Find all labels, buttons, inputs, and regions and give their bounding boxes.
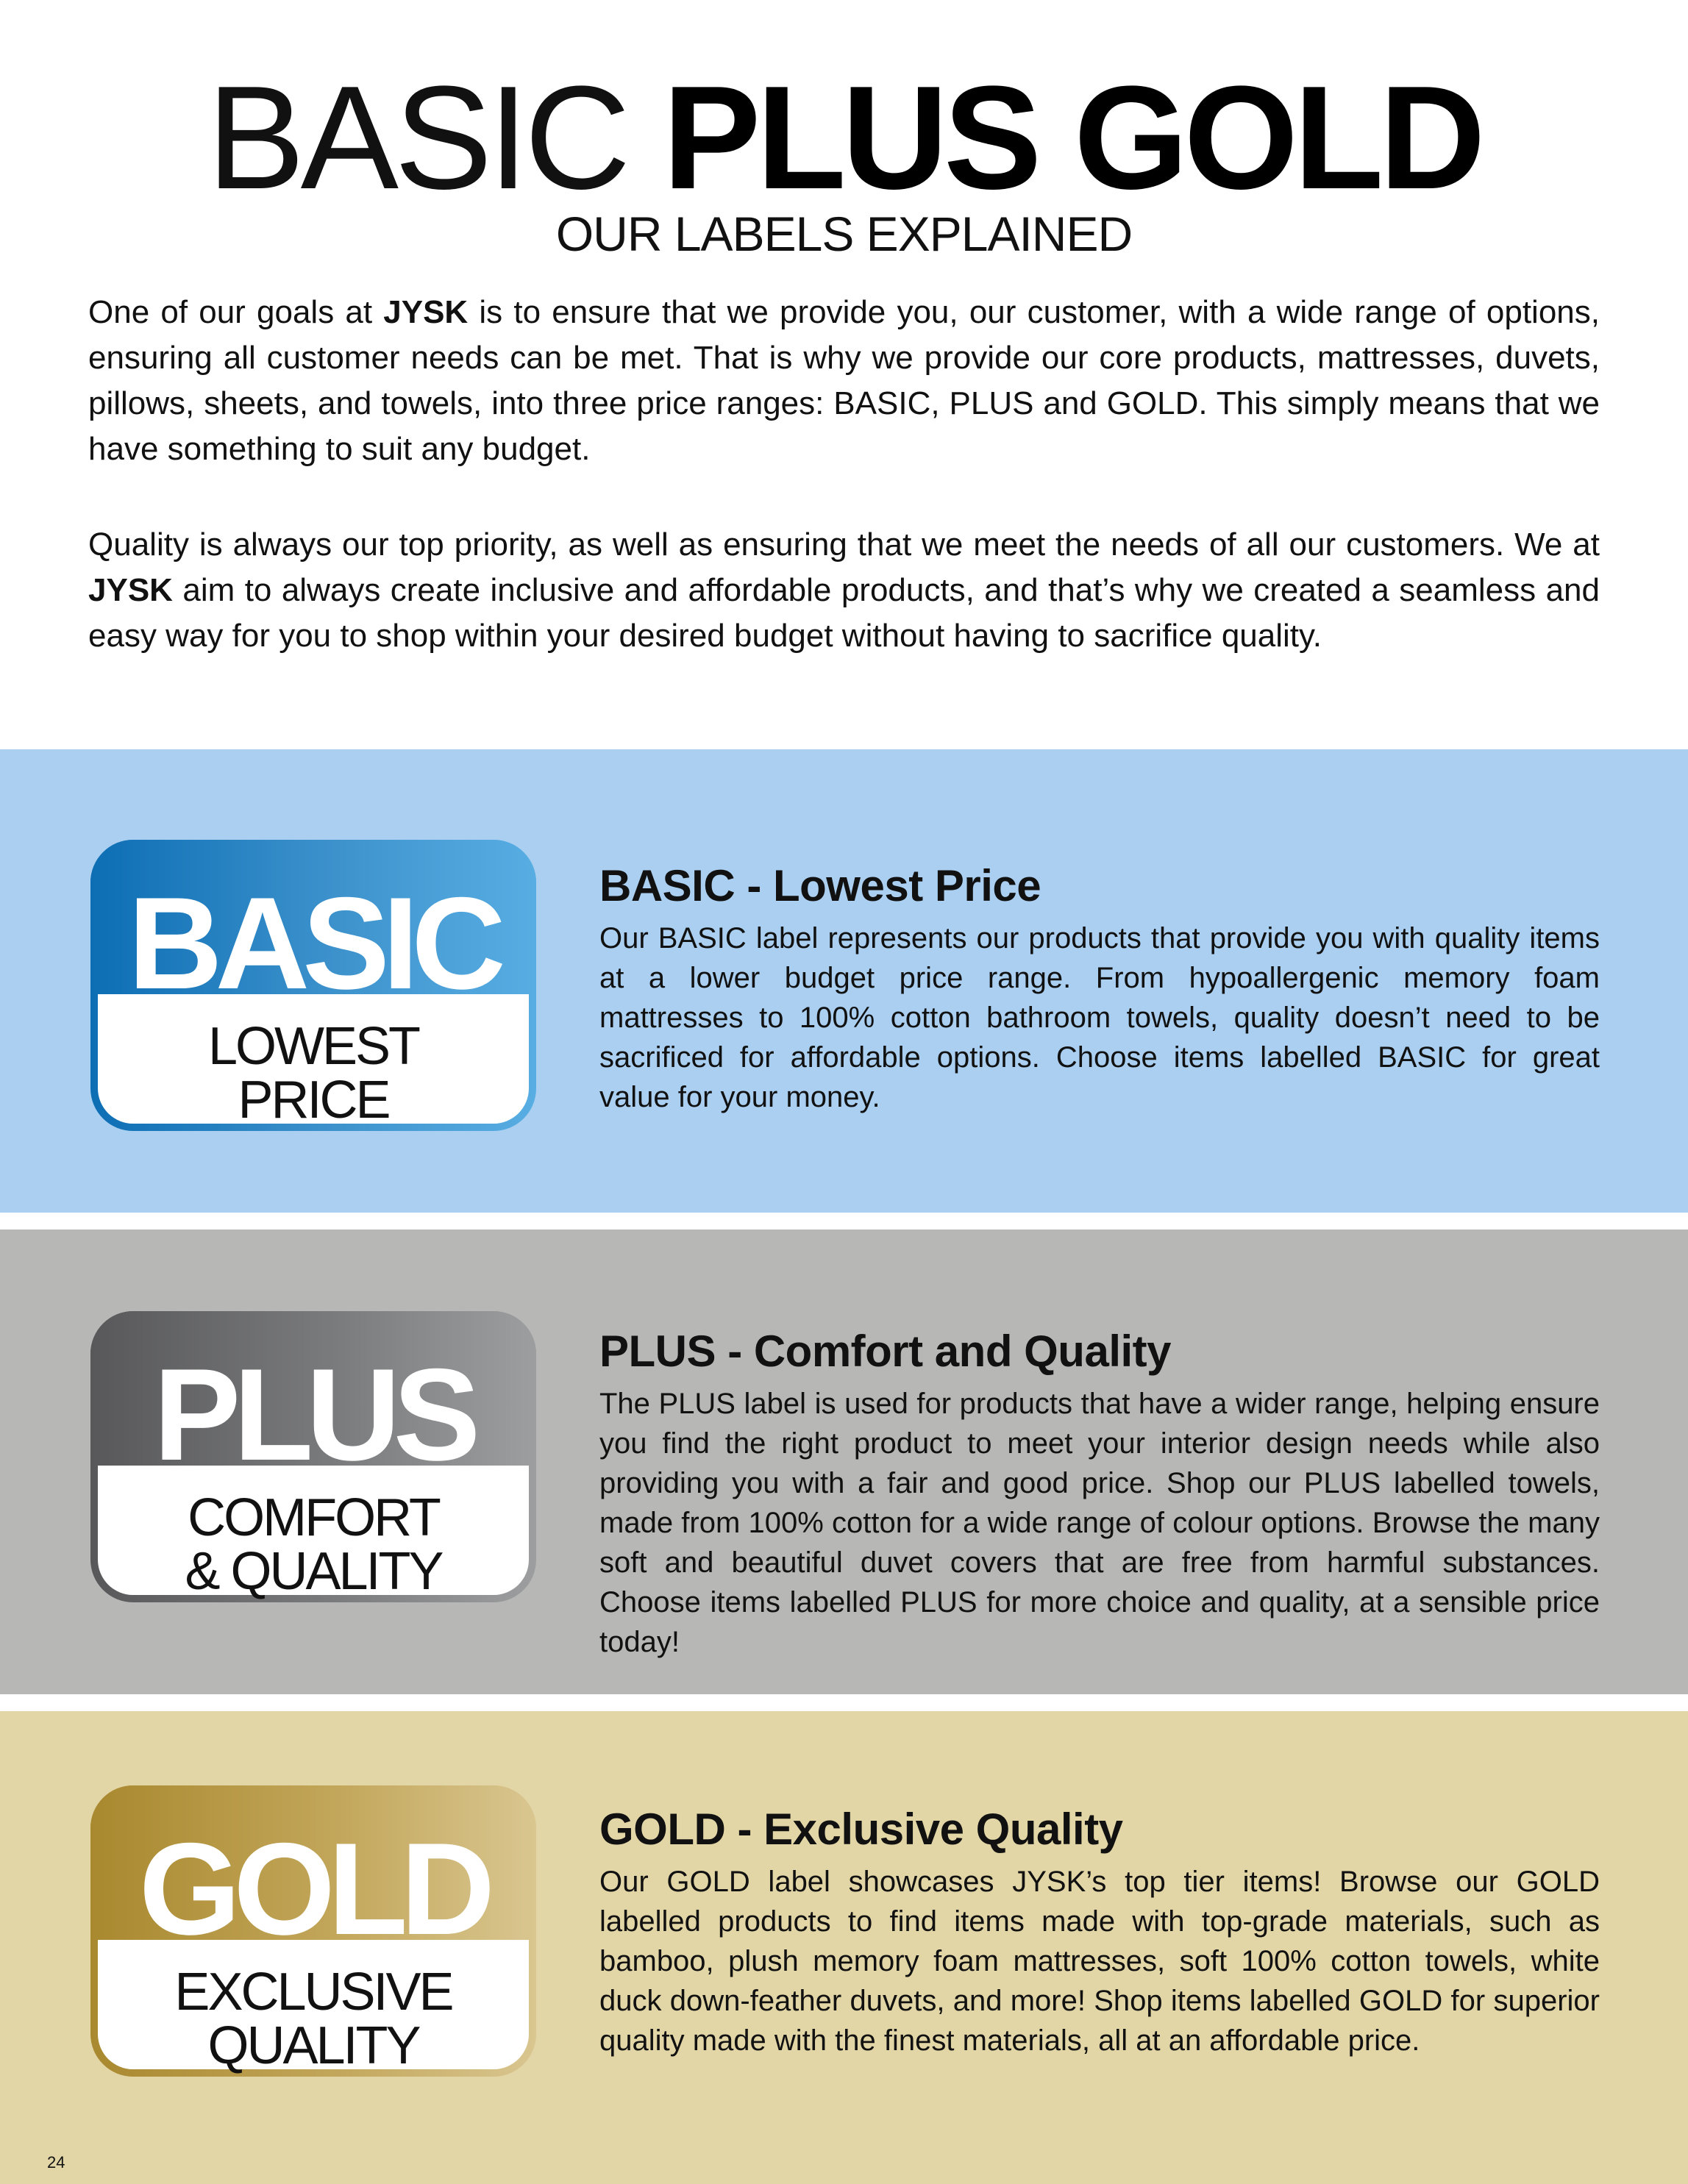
page-title xyxy=(0,56,1688,220)
plus-description: The PLUS label is used for products that have a wider range, helping ensure you find the right product to meet your interior design needs while also providing you with a fair and good price. Shop our PLUS labelled towels, made from 100% cotton for a wide range of colour options. Browse the many soft and beautiful duvet covers that are free from harmful substances. Choose items labelled PLUS for more choice and quality, at a sensible price today! xyxy=(599,1388,1600,1658)
gold-label-badge xyxy=(90,1785,536,2077)
intro-text: is to ensure that we provide you, our customer, with a wide range of options, ensuring all customer needs can be met. That is why we provide our core products, mattresses, duvets, pillows, sheets, and towels, into three price ranges: BASIC, PLUS and GOLD. This simply means that we have something to suit any budget. xyxy=(88,294,1600,467)
intro-text: Quality is always our top priority, as well as ensuring that we meet the needs of all our customers. We at xyxy=(88,527,1600,563)
badge-subtitle-line-1: EXCLUSIVE xyxy=(174,1963,452,2021)
basic-label-badge xyxy=(90,840,536,1131)
badge-subtitle-line-2: & QUALITY xyxy=(185,1542,442,1601)
gold-description: Our GOLD label showcases JYSK’s top tier items! Browse our GOLD labelled products to find items made with top-grade materials, such as bamboo, plush memory foam mattresses, soft 100% cotton towels, white duck down-feather duvets, and more! Shop items labelled GOLD for superior quality made with the finest materials, all at an affordable price. xyxy=(599,1866,1600,2057)
intro-paragraph-1 xyxy=(88,290,1600,472)
badge-subtitle-line-2: QUALITY xyxy=(207,2016,419,2075)
basic-heading: BASIC - Lowest Price xyxy=(599,861,1041,910)
brand-name: JYSK xyxy=(88,572,173,608)
badge-subtitle-line-1: LOWEST xyxy=(207,1017,419,1076)
title-basic: BASIC xyxy=(207,56,627,220)
title-gold: GOLD xyxy=(1074,56,1481,220)
badge-subtitle-line-1: COMFORT xyxy=(188,1488,439,1547)
badge-word: PLUS xyxy=(153,1341,474,1488)
intro-text: aim to always create inclusive and affordable products, and that’s why we created a seamless and easy way for you to shop within your desired budget without having to sacrifice quality. xyxy=(88,572,1600,654)
brand-name: JYSK xyxy=(383,294,469,330)
title-plus: PLUS xyxy=(663,56,1038,220)
plus-label-badge xyxy=(90,1311,536,1602)
badge-word: GOLD xyxy=(138,1816,488,1962)
badge-word: BASIC xyxy=(128,870,499,1016)
page-number: 24 xyxy=(47,2153,65,2171)
intro-text: One of our goals at xyxy=(88,294,384,330)
badge-subtitle-line-2: PRICE xyxy=(238,1071,389,1130)
intro-paragraph-2 xyxy=(88,522,1600,659)
plus-heading: PLUS - Comfort and Quality xyxy=(599,1327,1172,1376)
gold-heading: GOLD - Exclusive Quality xyxy=(599,1805,1123,1854)
basic-description: Our BASIC label represents our products that provide you with quality items at a lower budget price range. From hypoallergenic memory foam mattresses to 100% cotton bathroom towels, quality doesn’t need to be sacrificed for affordable options. Choose items labelled BASIC for great value for your money. xyxy=(599,922,1600,1113)
page-subtitle: OUR LABELS EXPLAINED xyxy=(555,207,1133,261)
